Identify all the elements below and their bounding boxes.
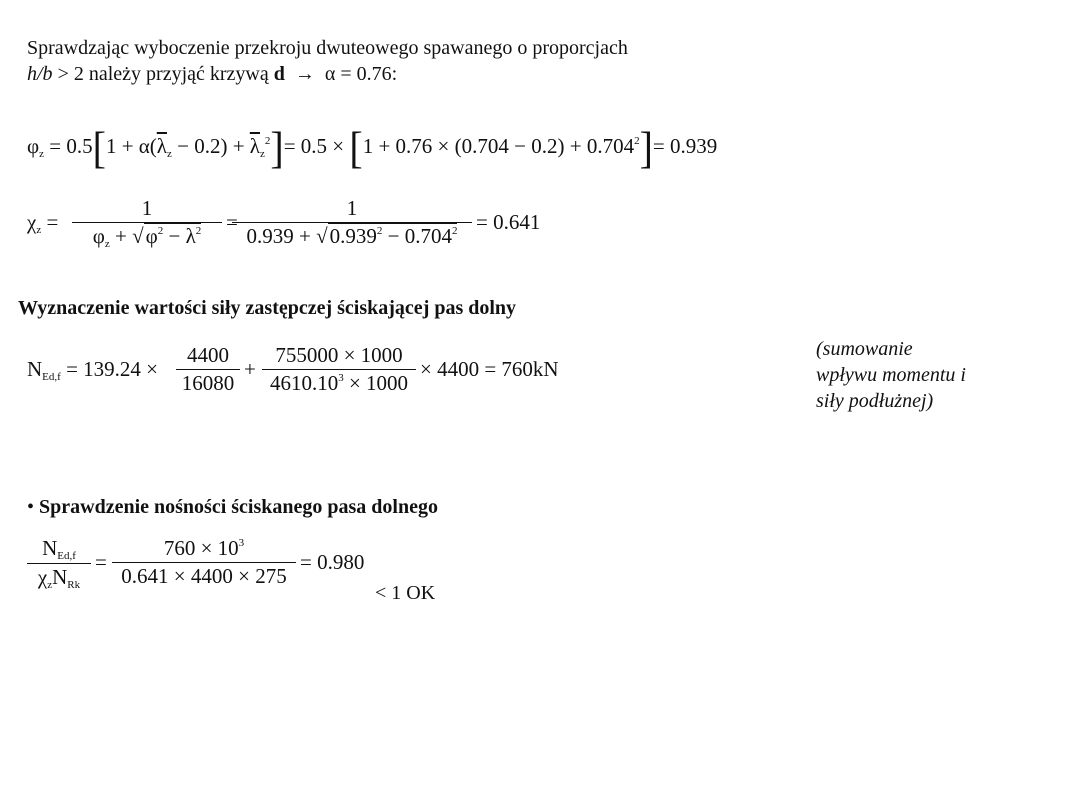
check-den-sub1: z	[47, 579, 53, 591]
check-den	[27, 565, 91, 591]
check-f-num-a: 760 × 10	[163, 536, 239, 560]
check-f-num	[112, 536, 296, 561]
check-num-sub: Ed,f	[57, 550, 76, 562]
lambda-symbol-2: $\overline{\lambda}$	[249, 134, 260, 158]
lambda-sub-2: z	[259, 148, 265, 160]
chi-result: = 0.641	[476, 210, 541, 234]
check-fraction	[112, 536, 296, 589]
phi-part-b: 1 + α(	[105, 134, 157, 158]
den2-sq2: 2	[451, 225, 458, 237]
check-den-sub2: Rk	[67, 579, 81, 591]
intro-line-2-text: > 2 należy przyjąć krzywą	[52, 63, 274, 85]
note-line-2: wpływu momentu i	[816, 364, 966, 386]
ned-f2-den-a: 4610.10	[269, 371, 339, 395]
den2-sq1: 2	[376, 225, 383, 237]
check-num	[27, 536, 91, 562]
den-phi: φ	[92, 224, 105, 248]
ned-sub: Ed,f	[42, 371, 61, 383]
ned-fraction-2	[262, 343, 416, 396]
phi-part-a: = 0.5	[44, 134, 93, 158]
radical-1	[144, 223, 202, 248]
phi-sq: 2	[634, 135, 640, 147]
check-lhs-fraction	[27, 536, 91, 591]
ned-symbol: N	[27, 357, 43, 381]
rad-phi-sq: 2	[157, 225, 164, 237]
den2-b: 0.939	[329, 224, 377, 248]
phi-sub: z	[39, 148, 45, 160]
chi-symbol: χ	[27, 210, 37, 234]
ned-f2-den-sup: 3	[338, 372, 344, 384]
bracket-right: ]	[270, 122, 284, 173]
ned-f2-den	[262, 371, 416, 396]
rad-minus: −	[163, 224, 186, 248]
fraction-bar-6	[112, 562, 296, 563]
bracket-right-2: ]	[639, 122, 653, 173]
ned-lhs	[27, 357, 158, 383]
den-phi-sub: z	[104, 238, 110, 250]
radical-2	[328, 223, 458, 248]
ned-result: × 4400 = 760kN	[420, 357, 559, 381]
section-heading-2-text: Sprawdzenie nośności ściskanego pasa dolnego	[39, 496, 438, 518]
bracket-left: [	[92, 122, 106, 173]
bullet-icon: •	[27, 496, 35, 518]
chi-sub: z	[36, 224, 42, 236]
ned-f2-num: 755000 × 1000	[275, 343, 403, 367]
rad-phi: φ	[145, 224, 158, 248]
buckling-curve: d	[273, 63, 285, 85]
chi-eq: =	[46, 210, 59, 234]
ned-fraction-1	[176, 343, 240, 396]
ned-f2-den-b: × 1000	[343, 371, 409, 395]
rad-lambda-sq: 2	[195, 225, 202, 237]
check-f-num-sup: 3	[238, 537, 245, 549]
bracket-left-2: [	[349, 122, 363, 173]
phi-part-c: − 0.2) +	[171, 134, 250, 158]
phi-equation	[27, 124, 717, 171]
section-heading-2	[27, 496, 438, 519]
chi-den-1: $\varphi_z + √\varphi^2 - \overline{\lambda}^2$	[92, 224, 202, 250]
ned-f1-num: 4400	[187, 343, 229, 367]
section-heading-1: Wyznaczenie wartości siły zastępczej ściskającej pas dolny	[18, 297, 517, 319]
check-result: = 0.980	[300, 550, 365, 574]
note-line-3: siły podłużnej)	[816, 390, 934, 412]
phi-result: = 0.939	[652, 134, 718, 158]
alpha-value: α = 0.76:	[324, 63, 398, 85]
check-den-n: N	[52, 565, 68, 589]
phi-symbol: φ	[27, 134, 40, 158]
note-line-1: (sumowanie	[816, 338, 913, 360]
hb-ratio: h/b	[27, 63, 53, 85]
den2-c: − 0.704	[382, 224, 452, 248]
chi-lhs	[27, 210, 58, 236]
chi-eq-2: =	[226, 210, 238, 234]
chi-num-1: 1	[141, 196, 153, 220]
lambda-symbol: $\overline{\lambda}$	[156, 134, 167, 158]
check-verdict: < 1 OK	[375, 582, 436, 604]
phi-part-e: 1 + 0.76 × (0.704 − 0.2) + 0.704	[362, 134, 635, 158]
chi-fraction-1	[72, 196, 222, 250]
rad-lambda: $\overline{\lambda}$	[185, 224, 196, 248]
arrow-icon: →	[294, 63, 315, 85]
check-eq: =	[95, 550, 107, 574]
chi-num-2: 1	[346, 196, 358, 220]
intro-line-1: Sprawdzając wyboczenie przekroju dwuteowego spawanego o proporcjach	[27, 37, 628, 59]
chi-fraction-2	[232, 196, 472, 249]
ned-eq1: = 139.24 ×	[66, 357, 158, 381]
lambda-sup: 2	[264, 135, 271, 147]
chi-den-2: $0.939 + √0.939^2 - 0.704^2$	[246, 224, 458, 248]
fraction-bar-4	[262, 369, 416, 370]
check-den-chi: χ	[37, 565, 48, 589]
den-plus: +	[109, 224, 133, 248]
den2-a: 0.939 +	[246, 224, 317, 248]
intro-line-2	[27, 62, 397, 86]
check-num-n: N	[42, 536, 58, 560]
lambda-sub: z	[166, 148, 172, 160]
fraction-bar-3	[176, 369, 240, 370]
phi-part-d: = 0.5 ×	[283, 134, 350, 158]
ned-plus: +	[244, 357, 256, 381]
check-f-den: 0.641 × 4400 × 275	[121, 564, 287, 588]
fraction-bar-5	[27, 563, 91, 564]
ned-f1-den: 16080	[181, 371, 235, 395]
